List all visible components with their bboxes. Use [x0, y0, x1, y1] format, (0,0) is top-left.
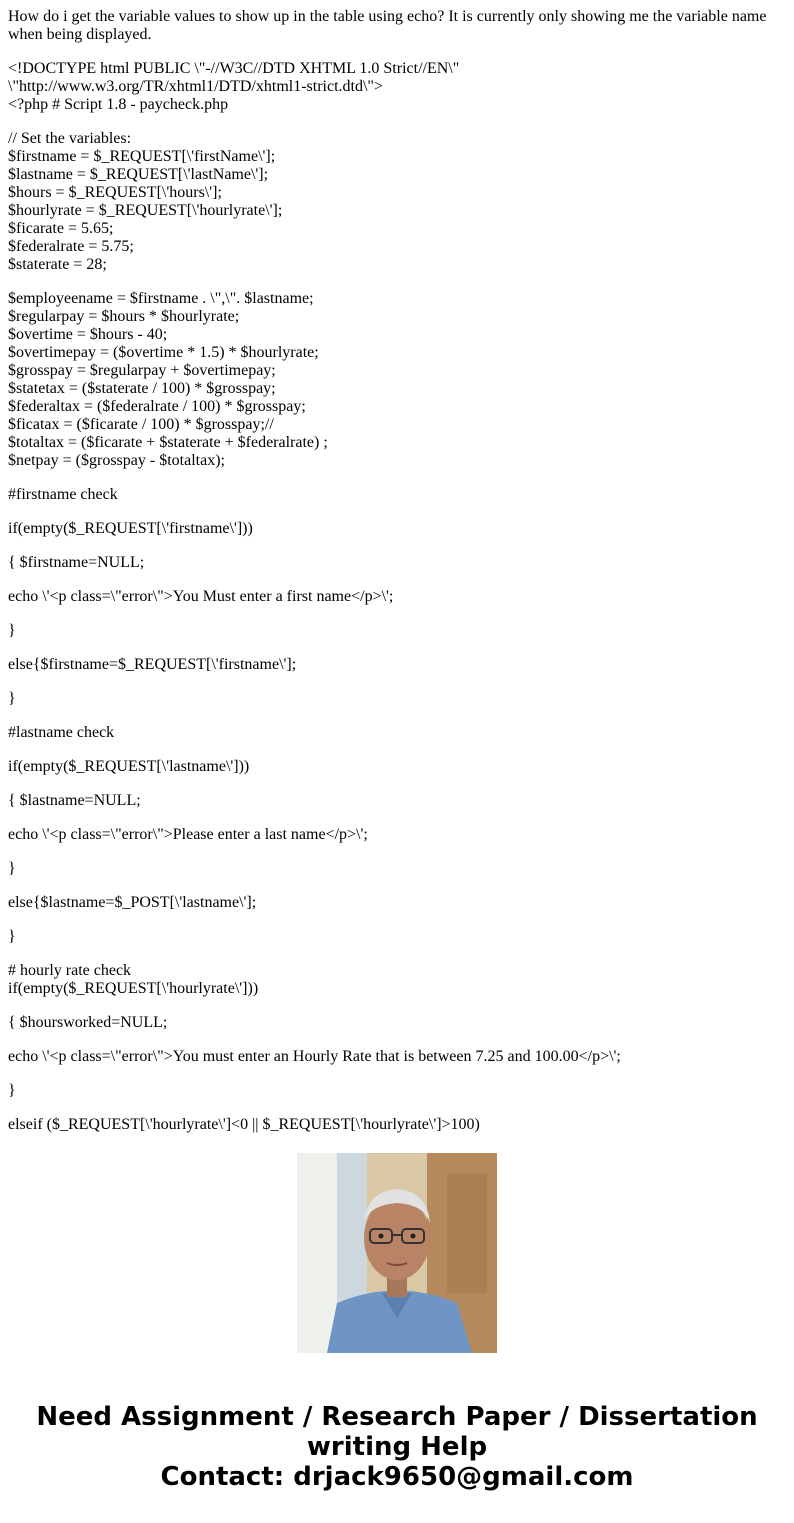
question-intro: How do i get the variable values to show up in the table using echo? It is currently only showing me the variable name when being displayed. — [8, 8, 771, 43]
code-paragraph: #firstname check — [8, 486, 118, 503]
code-paragraph: else{$firstname=$_REQUEST[\'firstname\']; — [8, 656, 297, 673]
question-body — [8, 8, 786, 1133]
code-paragraph: else{$lastname=$_POST[\'lastname\']; — [8, 894, 257, 911]
code-paragraph: // Set the variables: $firstname = $_REQUEST[\'firstName\']; $lastname = $_REQUEST[\'lastName\']; $hours = $_REQUEST[\'hours\']; $hourlyrate = $_REQUEST[\'hourlyrate\']; $ficarate = 5.65; $federalrate = 5.75; $staterate = 28; — [8, 130, 283, 273]
code-paragraph: } — [8, 860, 16, 877]
person-portrait-image — [297, 1153, 497, 1353]
code-paragraph: } — [8, 622, 16, 639]
promo-line: writing Help — [306, 1432, 488, 1462]
code-paragraph: if(empty($_REQUEST[\'firstname\'])) — [8, 520, 253, 537]
code-paragraph: echo \'<p class=\"error\">You must enter an Hourly Rate that is between 7.25 and 100.00</p>\'; — [8, 1048, 621, 1065]
code-paragraph: { $firstname=NULL; — [8, 554, 145, 571]
code-paragraph: { $hoursworked=NULL; — [8, 1014, 168, 1031]
avatar — [297, 1153, 497, 1353]
code-paragraph: } — [8, 690, 16, 707]
code-paragraph: if(empty($_REQUEST[\'lastname\'])) — [8, 758, 250, 775]
code-paragraph: <!DOCTYPE html PUBLIC \"-//W3C//DTD XHTML 1.0 Strict//EN\" \"http://www.w3.org/TR/xhtml1/DTD/xhtml1-strict.dtd\"> <?php # Script 1.8 - paycheck.php — [8, 60, 460, 113]
promo-contact: Contact: drjack9650@gmail.com — [160, 1462, 634, 1492]
promo-line: Need Assignment / Research Paper / Dissertation — [36, 1402, 758, 1432]
code-paragraph: } — [8, 928, 16, 945]
code-paragraph: #lastname check — [8, 724, 115, 741]
code-paragraph: } — [8, 1082, 16, 1099]
promo-banner — [0, 1402, 794, 1492]
code-paragraph: elseif ($_REQUEST[\'hourlyrate\']<0 || $_REQUEST[\'hourlyrate\']>100) — [8, 1116, 480, 1133]
code-paragraph: # hourly rate check if(empty($_REQUEST[\'hourlyrate\'])) — [8, 962, 259, 997]
code-paragraph: { $lastname=NULL; — [8, 792, 141, 809]
code-paragraph: $employeename = $firstname . \",\". $lastname; $regularpay = $hours * $hourlyrate; $overtime = $hours - 40; $overtimepay = ($overtime * 1.5) * $hourlyrate; $grosspay = $regularpay + $overtimepay; $statetax = ($staterate / 100) * $grosspay; $federaltax = ($federalrate / 100) * $grosspay; $ficatax = ($ficarate / 100) * $grosspay;// $totaltax = ($ficarate + $staterate + $federalrate) ; $netpay = ($grosspay - $totaltax); — [8, 290, 328, 469]
code-paragraph: echo \'<p class=\"error\">You Must enter a first name</p>\'; — [8, 588, 394, 605]
code-paragraph: echo \'<p class=\"error\">Please enter a last name</p>\'; — [8, 826, 368, 843]
